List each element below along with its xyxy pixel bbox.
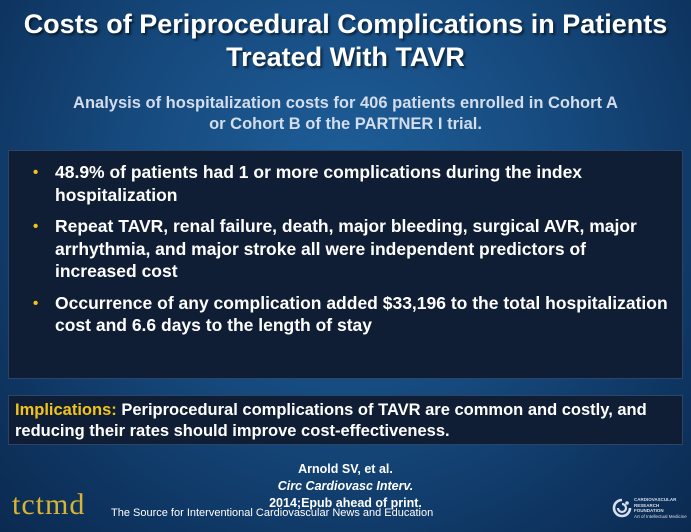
bullet-icon: •: [33, 164, 39, 181]
slide-subtitle: [10, 93, 681, 135]
citation-journal: Circ Cardiovasc Interv.: [277, 479, 414, 493]
footer-tagline: The Source for Interventional Cardiovascular News and Education: [111, 507, 434, 519]
subtitle-line-1: Analysis of hospitalization costs for 406 patients enrolled in Cohort A: [73, 94, 618, 112]
implications-label: Implications:: [15, 401, 117, 419]
bullet-text: Repeat TAVR, renal failure, death, major bleeding, surgical AVR, major arrhythmia, and major stroke all were independent predictors of increased cost: [55, 216, 637, 281]
title-line-2: Treated With TAVR: [226, 42, 465, 72]
bullet-text: 48.9% of patients had 1 or more complications during the index hospitalization: [55, 162, 583, 205]
bullet-text: Occurrence of any complication added $33,196 to the total hospitalization cost and 6.6 days to the length of stay: [55, 292, 668, 335]
bullet-icon: •: [33, 294, 39, 312]
citation-line-2: 2014;Epub ahead of print.: [269, 496, 422, 510]
crf-logo: [612, 494, 688, 526]
tctmd-logo: tctmd: [12, 488, 86, 521]
findings-list: [29, 161, 669, 346]
implications-text: Periprocedural complications of TAVR are common and costly, and reducing their rates should improve cost-effectiveness.: [15, 401, 647, 440]
title-line-1: Costs of Periprocedural Complications in Patients: [23, 9, 668, 39]
findings-panel: [8, 150, 683, 379]
bullet-icon: •: [33, 218, 39, 235]
crf-logo-text: CARDIOVASCULAR RESEARCH FOUNDATION Art of Intellectual Medicine: [634, 497, 687, 519]
citation: [0, 461, 691, 512]
slide-title: [0, 8, 691, 74]
citation-line-1: [0, 461, 691, 495]
crf-swirl-icon: [612, 498, 632, 518]
list-item: [29, 215, 669, 283]
subtitle-line-2: or Cohort B of the PARTNER I trial.: [209, 115, 482, 133]
list-item: [29, 292, 669, 337]
implications-box: [8, 395, 683, 445]
list-item: [29, 161, 669, 206]
citation-authors: Arnold SV, et al.: [298, 462, 393, 476]
